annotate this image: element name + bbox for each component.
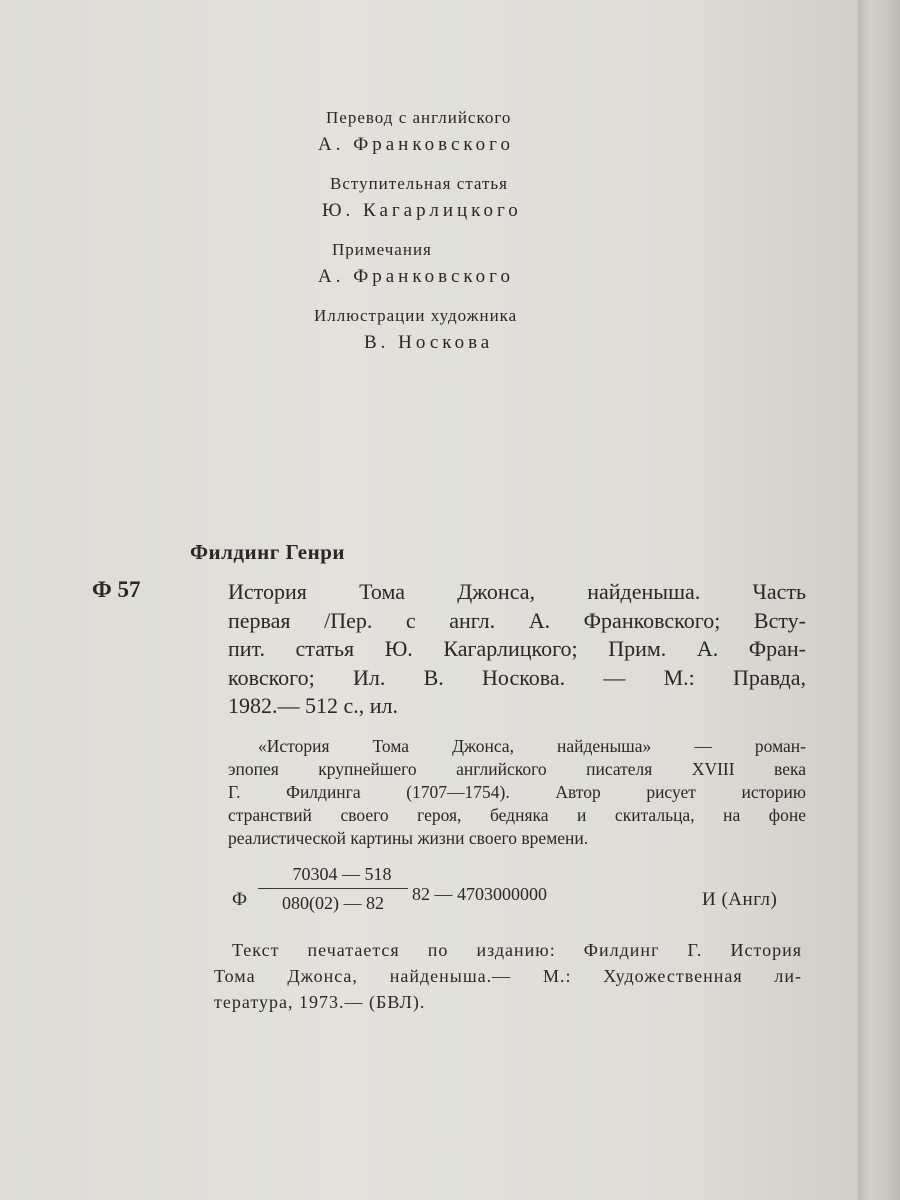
annotation-line: «История Тома Джонса, найденыша» — роман- (258, 736, 806, 756)
code-letter: Ф (232, 889, 248, 910)
credit-introduction (300, 170, 600, 225)
source-line: Тома Джонса, найденыша.— М.: Художественная ли- (214, 966, 802, 986)
annotation-line: реалистической картины жизни своего времени. (228, 828, 589, 848)
code-denominator: 080(02) — 82 (282, 893, 384, 913)
entry-line: История Тома Джонса, найденыша. Часть (228, 579, 806, 604)
fraction-bar (258, 888, 408, 889)
code-tail: 82 — 4703000000 (412, 884, 547, 904)
credits-block (300, 104, 600, 368)
entry-line: первая /Пер. с англ. А. Франковского; Всту- (228, 607, 806, 633)
catalog-author: Филдинг Генри (190, 540, 345, 564)
entry-line: ковского; Ил. В. Носкова. — М.: Правда, (228, 664, 806, 690)
catalog-index: Ф 57 (92, 577, 141, 602)
code-numerator: 70304 — 518 (292, 864, 392, 884)
annotation-line: Г. Филдинга (1707—1754). Автор рисует историю (228, 782, 806, 802)
catalog-annotation (228, 735, 806, 850)
credit-role: Иллюстрации художника (314, 306, 518, 325)
credit-notes (300, 236, 600, 291)
credit-role: Примечания (332, 240, 432, 259)
code-fraction (258, 862, 408, 915)
source-line: Текст печатается по изданию: Филдинг Г. История (232, 940, 802, 960)
credit-translator (300, 104, 600, 159)
credit-role: Перевод с английского (326, 108, 512, 127)
entry-line: 1982.— 512 с., ил. (228, 693, 399, 718)
credit-name: В. Носкова (364, 332, 494, 353)
catalog-entry (228, 578, 806, 721)
annotation-line: странствий своего героя, бедняка и скитальца, на фоне (228, 805, 806, 825)
adjacent-page-edge (858, 0, 900, 1200)
source-line: тература, 1973.— (БВЛ). (214, 992, 426, 1012)
credit-name: Ю. Кагарлицкого (322, 200, 522, 221)
classification-code: И (Англ) (702, 889, 778, 910)
credit-name: А. Франковского (318, 266, 514, 287)
credit-name: А. Франковского (318, 134, 514, 155)
source-note (214, 937, 802, 1015)
entry-line: пит. статья Ю. Кагарлицкого; Прим. А. Фран- (228, 636, 806, 661)
credit-role: Вступительная статья (330, 174, 508, 193)
annotation-line: эпопея крупнейшего английского писателя XVIII века (228, 759, 806, 779)
credit-illustrator (300, 302, 600, 357)
